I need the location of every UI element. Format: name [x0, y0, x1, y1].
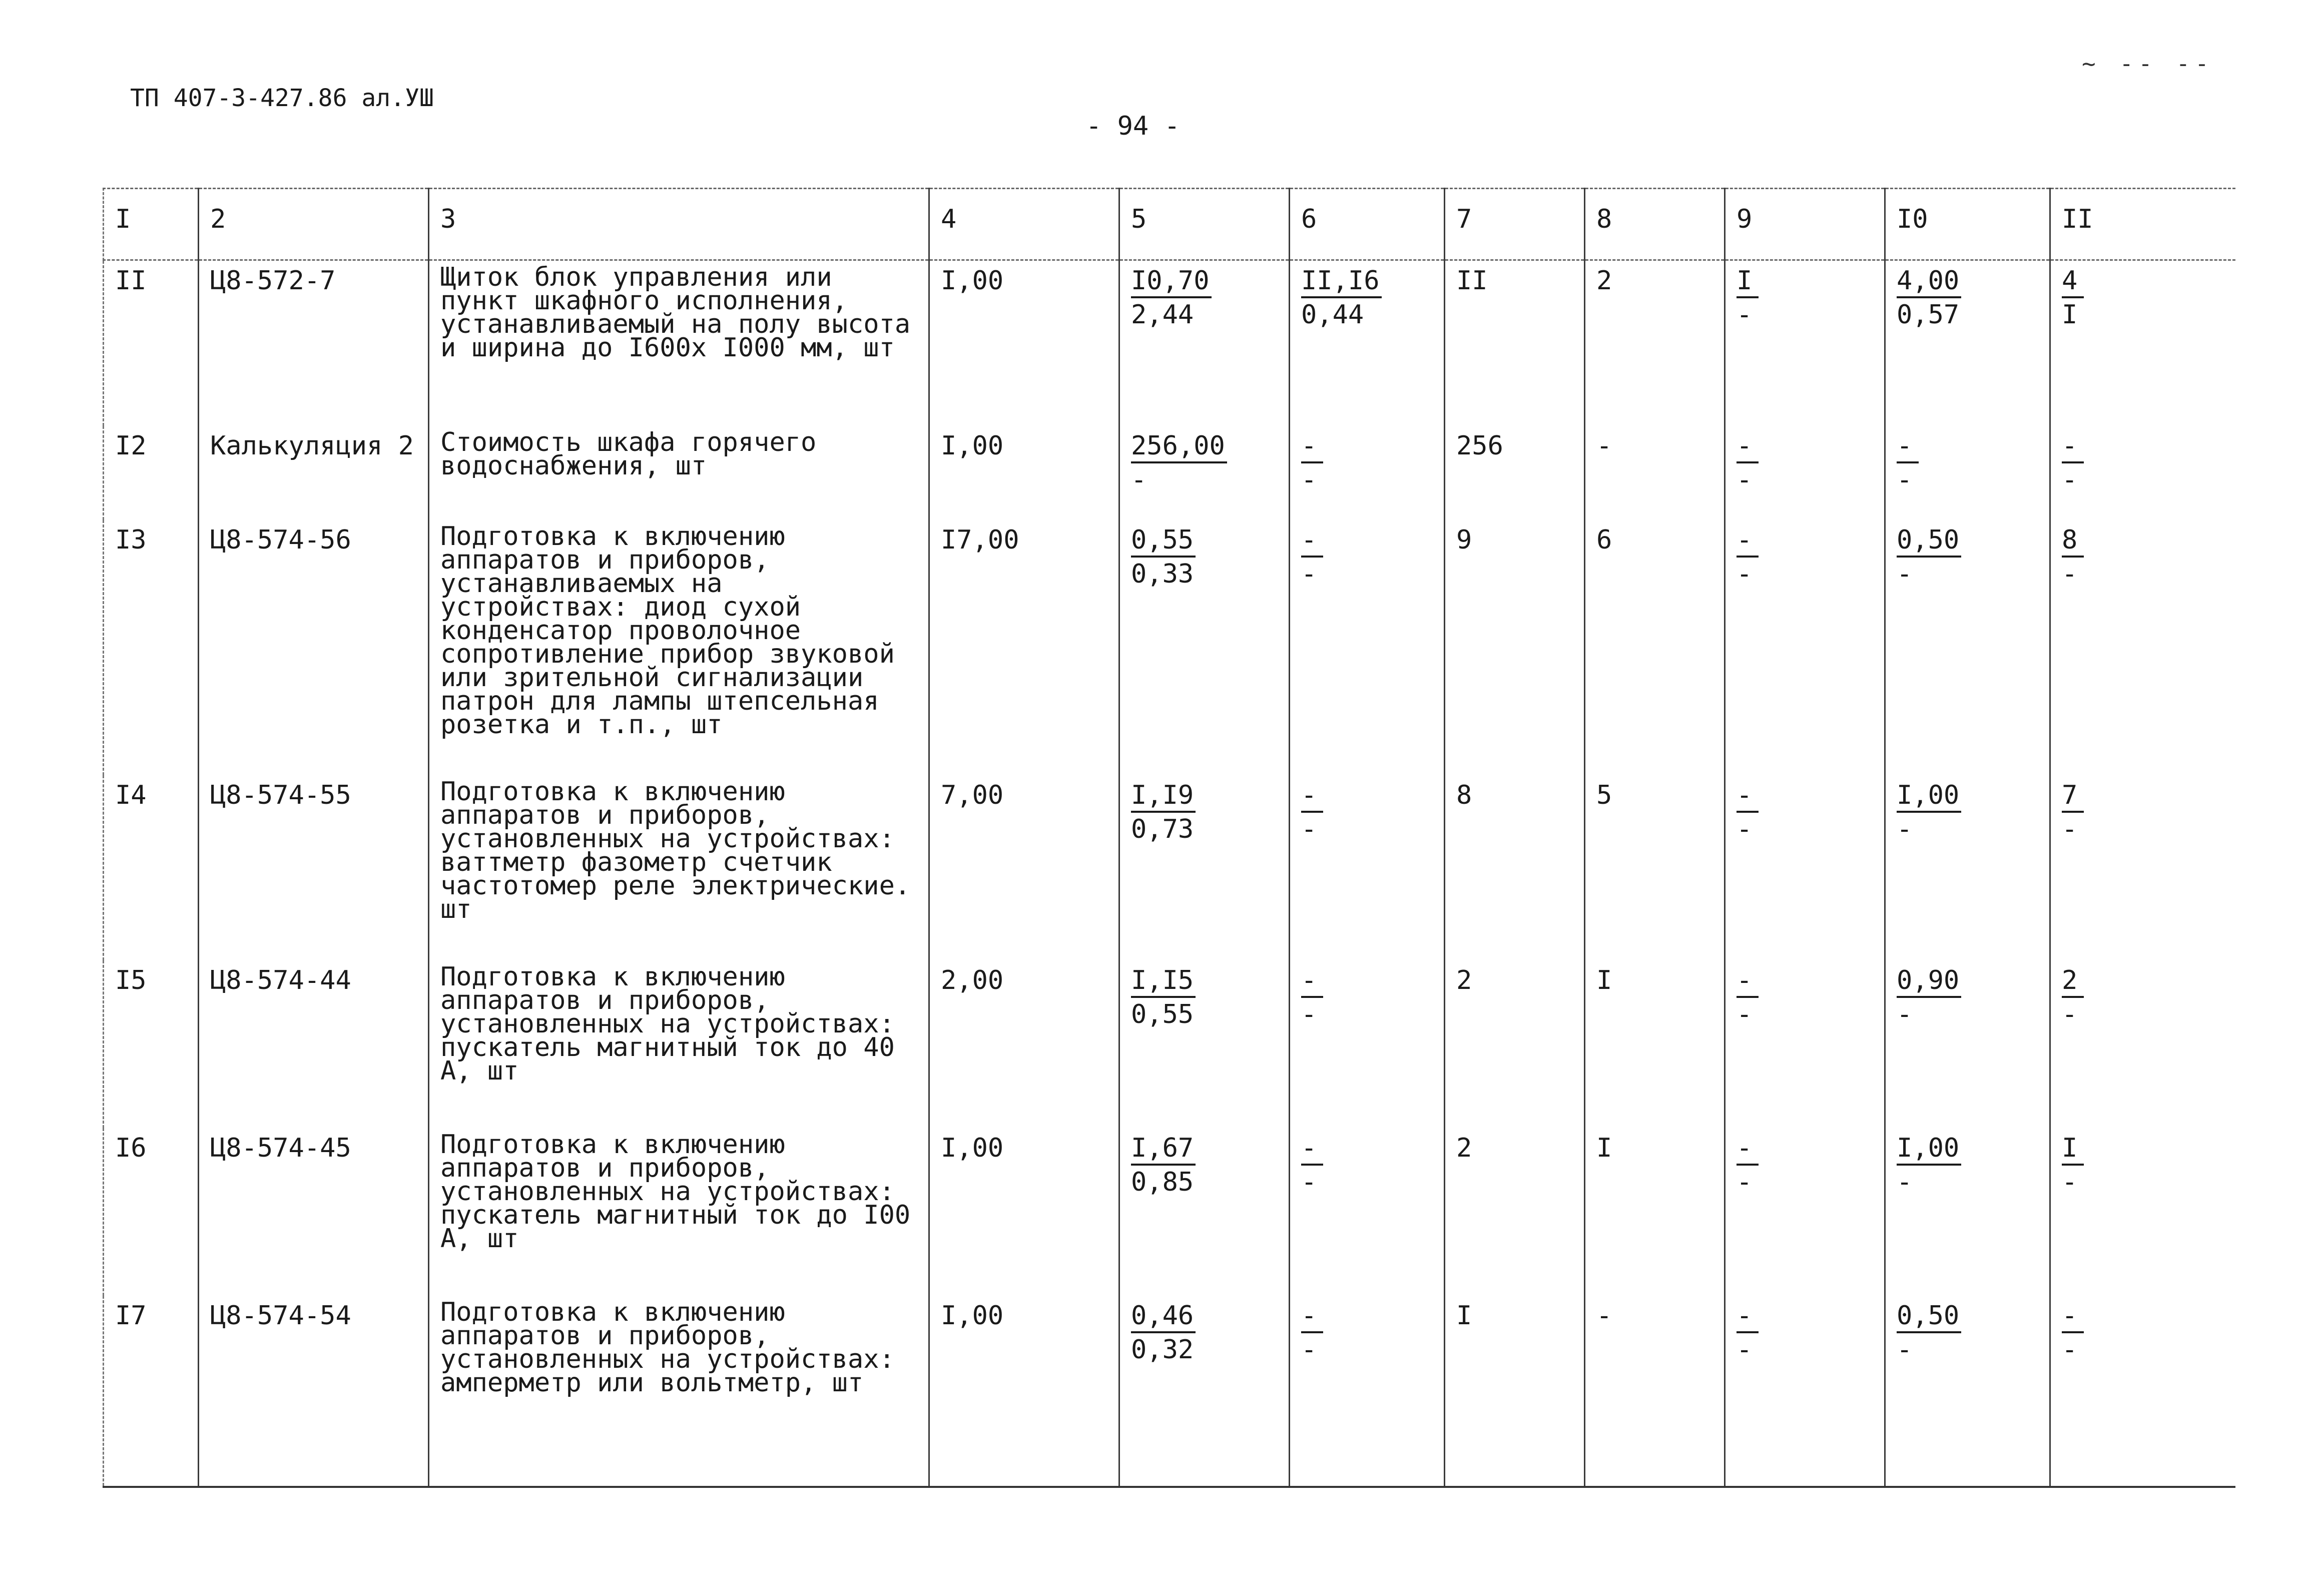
column-header: 7 [1445, 189, 1585, 260]
col-8: 2 [1585, 260, 1725, 426]
column-header: 3 [429, 189, 929, 260]
col-6 [1290, 775, 1445, 960]
fraction-bottom: - [1897, 559, 1913, 589]
fraction-top: - [1301, 1301, 1323, 1333]
fraction-bottom: - [2062, 814, 2078, 844]
column-header: 5 [1119, 189, 1290, 260]
column-header: 4 [929, 189, 1119, 260]
fraction-bottom: 0,44 [1301, 300, 1364, 330]
work-description: Подготовка к включению аппаратов и приборов, установленных на устройствах: пускатель магнитный ток до I00 А, шт [429, 1128, 929, 1296]
fraction [1301, 266, 1382, 331]
fraction-top: 0,50 [1897, 1301, 1961, 1333]
col-5 [1119, 960, 1290, 1128]
fraction-bottom: 0,57 [1897, 300, 1960, 330]
fraction [1897, 966, 1961, 1031]
work-description: Подготовка к включению аппаратов и приборов, установленных на устройствах: ваттметр фазометр счетчик частотомер реле электрические. шт [429, 775, 929, 960]
col-7: 2 [1445, 1128, 1585, 1296]
fraction [1737, 781, 1759, 846]
quantity: I,00 [929, 1296, 1119, 1487]
fraction-top: I,I5 [1131, 966, 1196, 998]
fraction-top: - [1737, 781, 1759, 813]
fraction-top: - [1737, 431, 1759, 463]
fraction-bottom: 0,73 [1131, 814, 1194, 844]
fraction-bottom: - [1897, 1167, 1913, 1197]
fraction [1897, 1301, 1961, 1366]
fraction-bottom: - [1301, 1335, 1317, 1365]
col-10 [1885, 1296, 2050, 1487]
fraction-bottom: - [2062, 1335, 2078, 1365]
col-9 [1725, 1296, 1885, 1487]
fraction-top: I0,70 [1131, 266, 1212, 298]
col-11 [2050, 960, 2235, 1128]
col-6 [1290, 520, 1445, 775]
fraction-top: II,I6 [1301, 266, 1382, 298]
fraction-bottom: - [1301, 814, 1317, 844]
column-header: 2 [199, 189, 429, 260]
row-number: I3 [104, 520, 199, 775]
fraction-top: - [1737, 1134, 1759, 1166]
col-7: 9 [1445, 520, 1585, 775]
fraction [1301, 781, 1323, 846]
fraction-bottom: - [1897, 1335, 1913, 1365]
fraction-bottom: - [1737, 1167, 1753, 1197]
fraction-bottom: - [1301, 465, 1317, 495]
fraction-bottom: - [1897, 814, 1913, 844]
col-6 [1290, 260, 1445, 426]
fraction-bottom: 2,44 [1131, 300, 1194, 330]
page-number: - 94 - [1086, 111, 1180, 141]
fraction-bottom: I [2062, 300, 2078, 330]
col-7: 256 [1445, 426, 1585, 520]
col-11 [2050, 1128, 2235, 1296]
rate-code: Ц8-574-45 [199, 1128, 429, 1296]
col-9 [1725, 775, 1885, 960]
fraction [1301, 525, 1323, 591]
fraction-top: 8 [2062, 525, 2084, 558]
fraction-bottom: - [1301, 559, 1317, 589]
column-header: I [104, 189, 199, 260]
fraction-top: 7 [2062, 781, 2084, 813]
col-7: I [1445, 1296, 1585, 1487]
col-7: 2 [1445, 960, 1585, 1128]
fraction [1131, 781, 1196, 846]
fraction [1897, 781, 1961, 846]
col-8: 6 [1585, 520, 1725, 775]
fraction-top: I [2062, 1134, 2084, 1166]
col-5 [1119, 426, 1290, 520]
work-description: Щиток блок управления или пункт шкафного исполнения, устанавливаемый на полу высота и ширина до I600х I000 мм, шт [429, 260, 929, 426]
fraction [1737, 266, 1759, 331]
fraction-bottom: - [2062, 999, 2078, 1029]
col-9 [1725, 260, 1885, 426]
fraction-top: I,I9 [1131, 781, 1196, 813]
fraction [1301, 1301, 1323, 1366]
column-header: 6 [1290, 189, 1445, 260]
fraction-bottom: 0,85 [1131, 1167, 1194, 1197]
col-11 [2050, 520, 2235, 775]
table-row [104, 1128, 2235, 1296]
fraction [1301, 966, 1323, 1031]
fraction [2062, 431, 2084, 496]
fraction-top: 0,55 [1131, 525, 1196, 558]
fraction-bottom: - [1737, 465, 1753, 495]
work-description: Подготовка к включению аппаратов и приборов, установленных на устройствах: пускатель магнитный ток до 40 А, шт [429, 960, 929, 1128]
fraction [1737, 525, 1759, 591]
fraction-bottom: - [1301, 999, 1317, 1029]
quantity: I,00 [929, 1128, 1119, 1296]
fraction [2062, 266, 2084, 331]
fraction [1131, 1301, 1196, 1366]
fraction [1737, 431, 1759, 496]
table-row [104, 775, 2235, 960]
fraction-bottom: - [2062, 1167, 2078, 1197]
fraction-bottom: 0,33 [1131, 559, 1194, 589]
column-header: I0 [1885, 189, 2050, 260]
col-11 [2050, 775, 2235, 960]
table-row [104, 260, 2235, 426]
quantity: 7,00 [929, 775, 1119, 960]
document-code: ТП 407-3-427.86 ал.УШ [130, 84, 434, 112]
work-description: Подготовка к включению аппаратов и приборов, установленных на устройствах: амперметр или вольтметр, шт [429, 1296, 929, 1487]
fraction-top: - [1301, 1134, 1323, 1166]
table-row [104, 426, 2235, 520]
col-9 [1725, 426, 1885, 520]
col-11 [2050, 260, 2235, 426]
fraction [2062, 1134, 2084, 1199]
row-number: I2 [104, 426, 199, 520]
fraction-top: - [1301, 431, 1323, 463]
rate-code: Ц8-574-54 [199, 1296, 429, 1487]
fraction [1301, 431, 1323, 496]
fraction-bottom: - [1131, 465, 1147, 495]
col-10 [1885, 426, 2050, 520]
fraction-top: - [2062, 431, 2084, 463]
fraction-top: 2 [2062, 966, 2084, 998]
quantity: I,00 [929, 426, 1119, 520]
col-8: 5 [1585, 775, 1725, 960]
fraction [1737, 966, 1759, 1031]
rate-code: Ц8-574-44 [199, 960, 429, 1128]
table-row [104, 520, 2235, 775]
column-header-row [104, 189, 2235, 260]
fraction [1131, 266, 1212, 331]
col-5 [1119, 1128, 1290, 1296]
rate-code: Ц8-572-7 [199, 260, 429, 426]
work-description: Подготовка к включению аппаратов и приборов, устанавливаемых на устройствах: диод сухой конденсатор проволочное сопротивление прибор звуковой или зрительной сигнализации патрон для лампы штепсельная розетка и т.п., шт [429, 520, 929, 775]
fraction-top: - [2062, 1301, 2084, 1333]
col-7: II [1445, 260, 1585, 426]
fraction-top: - [1737, 966, 1759, 998]
col-6 [1290, 960, 1445, 1128]
fraction-bottom: - [1737, 1335, 1753, 1365]
fraction [2062, 966, 2084, 1031]
fraction [2062, 525, 2084, 591]
fraction-top: - [1737, 1301, 1759, 1333]
fraction [1301, 1134, 1323, 1199]
corner-mark: ~ -- -- [2082, 50, 2214, 77]
fraction-top: I,00 [1897, 1134, 1961, 1166]
fraction-top: 4 [2062, 266, 2084, 298]
fraction [1897, 1134, 1961, 1199]
fraction-bottom: - [2062, 559, 2078, 589]
col-11 [2050, 1296, 2235, 1487]
quantity: I7,00 [929, 520, 1119, 775]
col-6 [1290, 1296, 1445, 1487]
fraction [1131, 431, 1227, 496]
rate-code: Калькуляция 2 [199, 426, 429, 520]
fraction-bottom: 0,55 [1131, 999, 1194, 1029]
col-9 [1725, 960, 1885, 1128]
fraction [2062, 781, 2084, 846]
fraction [1131, 1134, 1196, 1199]
fraction [1897, 525, 1961, 591]
estimate-table [103, 188, 2235, 1488]
col-5 [1119, 520, 1290, 775]
col-9 [1725, 520, 1885, 775]
fraction [1897, 431, 1919, 496]
column-header: 8 [1585, 189, 1725, 260]
col-8: I [1585, 1128, 1725, 1296]
fraction-top: - [1301, 781, 1323, 813]
fraction [1131, 966, 1196, 1031]
fraction-bottom: - [1737, 814, 1753, 844]
col-10 [1885, 520, 2050, 775]
fraction-top: I,67 [1131, 1134, 1196, 1166]
column-header: 9 [1725, 189, 1885, 260]
col-8: I [1585, 960, 1725, 1128]
table-row [104, 1296, 2235, 1487]
col-8: - [1585, 1296, 1725, 1487]
fraction [1131, 525, 1196, 591]
row-number: II [104, 260, 199, 426]
rate-code: Ц8-574-56 [199, 520, 429, 775]
work-description: Стоимость шкафа горячего водоснабжения, шт [429, 426, 929, 520]
col-7: 8 [1445, 775, 1585, 960]
col-6 [1290, 1128, 1445, 1296]
fraction [1737, 1301, 1759, 1366]
table-row [104, 960, 2235, 1128]
row-number: I4 [104, 775, 199, 960]
fraction [1897, 266, 1961, 331]
col-6 [1290, 426, 1445, 520]
fraction [2062, 1301, 2084, 1366]
quantity: I,00 [929, 260, 1119, 426]
fraction-top: - [1301, 966, 1323, 998]
fraction-top: 4,00 [1897, 266, 1961, 298]
fraction-bottom: - [1897, 999, 1913, 1029]
fraction-top: 0,50 [1897, 525, 1961, 558]
rate-code: Ц8-574-55 [199, 775, 429, 960]
fraction [1737, 1134, 1759, 1199]
fraction-top: 256,00 [1131, 431, 1227, 463]
fraction-bottom: 0,32 [1131, 1335, 1194, 1365]
fraction-bottom: - [1737, 300, 1753, 330]
col-10 [1885, 960, 2050, 1128]
fraction-top: - [1897, 431, 1919, 463]
row-number: I5 [104, 960, 199, 1128]
fraction-top: I,00 [1897, 781, 1961, 813]
col-5 [1119, 1296, 1290, 1487]
col-10 [1885, 1128, 2050, 1296]
fraction-bottom: - [1897, 465, 1913, 495]
col-8: - [1585, 426, 1725, 520]
col-11 [2050, 426, 2235, 520]
row-number: I6 [104, 1128, 199, 1296]
col-10 [1885, 775, 2050, 960]
fraction-top: - [1737, 525, 1759, 558]
row-number: I7 [104, 1296, 199, 1487]
column-header: II [2050, 189, 2235, 260]
fraction-bottom: - [2062, 465, 2078, 495]
col-5 [1119, 260, 1290, 426]
fraction-bottom: - [1737, 559, 1753, 589]
fraction-top: 0,90 [1897, 966, 1961, 998]
fraction-top: 0,46 [1131, 1301, 1196, 1333]
col-10 [1885, 260, 2050, 426]
col-9 [1725, 1128, 1885, 1296]
fraction-bottom: - [1737, 999, 1753, 1029]
fraction-top: - [1301, 525, 1323, 558]
fraction-bottom: - [1301, 1167, 1317, 1197]
quantity: 2,00 [929, 960, 1119, 1128]
fraction-top: I [1737, 266, 1759, 298]
col-5 [1119, 775, 1290, 960]
